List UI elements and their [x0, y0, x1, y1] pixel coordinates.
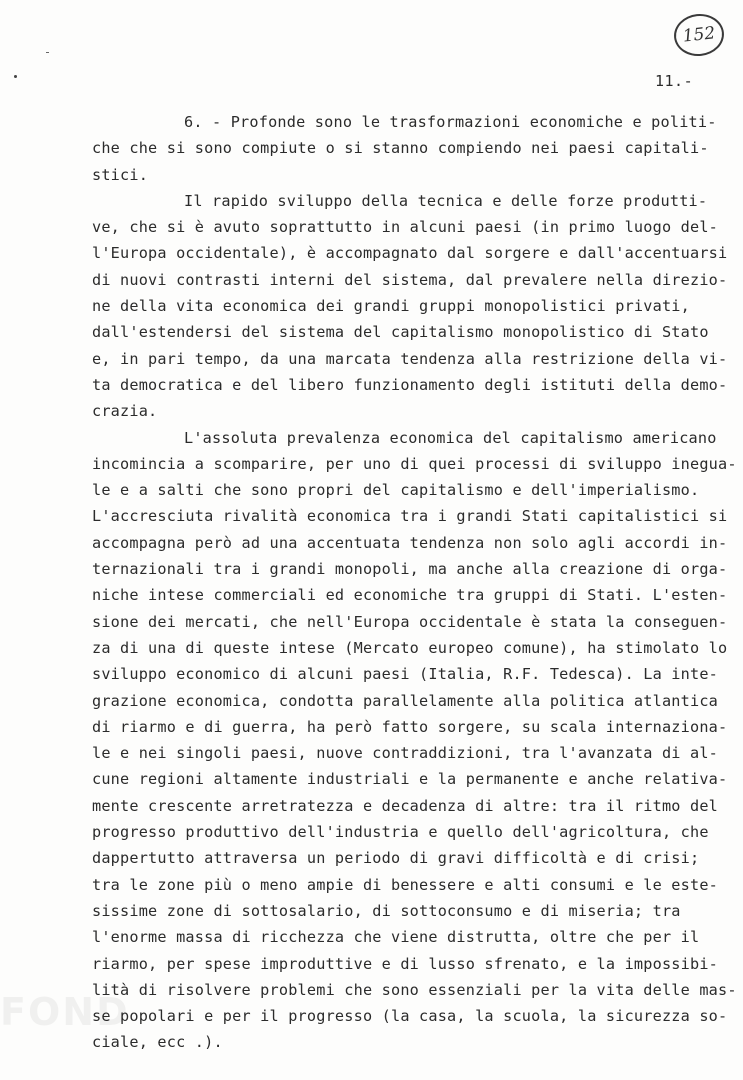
text-line: grazione economica, condotta parallelamente alla politica atlantica: [92, 691, 719, 710]
archive-stamp: [672, 12, 726, 59]
text-line: ciale, ecc .).: [92, 1033, 223, 1052]
paragraph-3: [92, 425, 737, 1056]
text-line: di nuovi contrasti interni del sistema, dal prevalere nella direzio-: [92, 270, 728, 289]
text-line: lità di risolvere problemi che sono essenziali per la vita delle mas-: [92, 980, 737, 999]
text-line: accompagna però ad una accentuata tendenza non solo agli accordi in-: [92, 533, 728, 552]
margin-speck: [14, 75, 17, 78]
text-line: mente crescente arretratezza e decadenza di altre: tra il ritmo del: [92, 796, 719, 815]
page-number: 11.-: [655, 72, 694, 90]
text-line: le e nei singoli paesi, nuove contraddizioni, tra l'avanzata di al-: [92, 744, 719, 763]
text-line: tra le zone più o meno ampie di benessere e alti consumi e le este-: [92, 875, 719, 894]
text-line: ne della vita economica dei grandi gruppi monopolistici privati,: [92, 297, 690, 316]
text-line: za di una di queste intese (Mercato europeo comune), ha stimolato lo: [92, 638, 728, 657]
text-line: niche intese commerciali ed economiche tra gruppi di Stati. L'esten-: [92, 586, 728, 605]
text-line: sissime zone di sottosalario, di sottoconsumo e di miseria; tra: [92, 901, 681, 920]
text-line: ve, che si è avuto soprattutto in alcuni paesi (in primo luogo del-: [92, 218, 719, 237]
text-line: L'assoluta prevalenza economica del capitalismo americano: [184, 428, 717, 447]
text-line: incomincia a scomparire, per uno di quei processi di sviluppo inegua-: [92, 454, 737, 473]
text-line: ta democratica e del libero funzionamento degli istituti della demo-: [92, 375, 728, 394]
text-line: se popolari e per il progresso (la casa, la scuola, la sicurezza so-: [92, 1007, 728, 1026]
text-line: L'accresciuta rivalità economica tra i grandi Stati capitalistici si: [92, 507, 728, 526]
text-line: le e a salti che sono propri del capitalismo e dell'imperialismo.: [92, 481, 700, 500]
text-line: l'Europa occidentale), è accompagnato dal sorgere e dall'accentuarsi: [92, 244, 728, 263]
text-line: l'enorme massa di ricchezza che viene distrutta, oltre che per il: [92, 928, 700, 947]
text-line: cune regioni altamente industriali e la permanente e anche relativa-: [92, 770, 728, 789]
text-line: dappertutto attraversa un periodo di gravi difficoltà e di crisi;: [92, 849, 700, 868]
archive-watermark: FOND: [0, 990, 130, 1034]
text-line: di riarmo e di guerra, ha però fatto sorgere, su scala internaziona-: [92, 717, 728, 736]
stamp-number: 152: [681, 23, 717, 47]
text-line: dall'estendersi del sistema del capitalismo monopolistico di Stato: [92, 323, 709, 342]
text-line: riarmo, per spese improduttive e di lusso sfrenato, e la impossibi-: [92, 954, 719, 973]
text-line: sviluppo economico di alcuni paesi (Italia, R.F. Tedesca). La inte-: [92, 665, 719, 684]
text-line: stici.: [92, 165, 149, 184]
body-text: [92, 109, 737, 1056]
text-line: crazia.: [92, 402, 158, 421]
text-line: Il rapido sviluppo della tecnica e delle forze produtti-: [184, 191, 708, 210]
text-line: e, in pari tempo, da una marcata tendenza alla restrizione della vi-: [92, 349, 728, 368]
paragraph-2: [92, 188, 728, 425]
text-line: 6. - Profonde sono le trasformazioni economiche e politi-: [184, 113, 717, 131]
paragraph-1: [92, 109, 717, 188]
text-line: ternazionali tra i grandi monopoli, ma anche alla creazione di orga-: [92, 560, 728, 579]
text-line: che che si sono compiute o si stanno compiendo nei paesi capitali-: [92, 139, 709, 158]
text-line: progresso produttivo dell'industria e quello dell'agricoltura, che: [92, 823, 709, 842]
text-line: sione dei mercati, che nell'Europa occidentale è stata la conseguen-: [92, 612, 728, 631]
margin-mark: [46, 52, 49, 53]
